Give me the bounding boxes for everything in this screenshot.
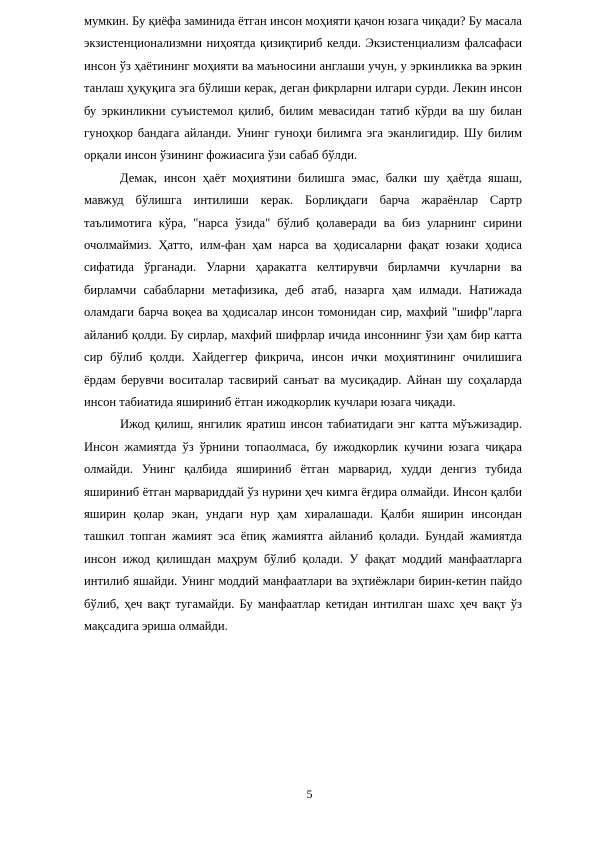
- page-number: 5: [306, 787, 313, 801]
- document-page: [84, 10, 522, 637]
- paragraph-1: мумкин. Бу қиёфа заминида ётган инсон моҳияти қачон юзага чиқади? Бу масала экзистенционализмни ниҳоятда қизиқтириб келди. Экзистенциализм фалсафаси инсон ўз ҳаётининг моҳияти ва маъносини англаши учун, у эркинликка ва эркин танлаш ҳуқуқига эга бўлиши керак, деган фикрларни илгари сурди. Лекин инсон бу эркинликни суъистемол қилиб, билим мевасидан татиб кўрди ва шу билан гуноҳкор бандага айланди. Унинг гуноҳи билимга эга эканлигидир. Шу билим орқали инсон ўзининг фожиасига ўзи сабаб бўлди.: [84, 14, 522, 163]
- paragraph-2: Демак, инсон ҳаёт моҳиятини билишга эмас, балки шу ҳаётда яшаш, мавжуд бўлишга интилиши керак. Борлиқдаги барча жараёнлар Сартр таълимотига кўра, "нарса ўзида" бўлиб қолаверади ва биз уларнинг сирини очолмаймиз. Ҳатто, илм-фан ҳам нарса ва ҳодисаларни фақат юзаки ҳодиса сифатида ўрганади. Уларни ҳаракатга келтирувчи бирламчи кучларни ва бирламчи сабабларни метафизика, деб атаб, назарга ҳам илмади. Натижада оламдаги барча воқеа ва ҳодисалар инсон томонидан сир, махфий "шифр"ларга айланиб қолди. Бу сирлар, махфий шифрлар ичида инсоннинг ўзи ҳам бир катта сир бўлиб қолди. Хайдеггер фикрича, инсон ички моҳиятининг очилишига ёрдам берувчи воситалар тасвирий санъат ва мусиқадир. Айнан шу соҳаларда инсон табиатида яшириниб ётган ижодкорлик кучлари юзага чиқади.: [84, 170, 522, 409]
- paragraph-3: Ижод қилиш, янгилик яратиш инсон табиатидаги энг катта мўъжизадир. Инсон жамиятда ўз ўрнини топаолмаса, бу ижодкорлик кучини юзага чиқара олмайди. Унинг қалбида яшириниб ётган марварид, худди денгиз тубида яшириниб ётган марвариддай ўз нурини ҳеч кимга ёғдира олмайди. Инсон қалби яширин қолар экан, ундаги нур ҳам хиралашади. Қалби яширин инсондан ташкил топган жамият эса ёпиқ жамиятга айланиб қолади. Бундай жамиятда инсон ижод қилишдан маҳрум бўлиб қолади. У фақат моддий манфаатларга интилиб яшайди. Унинг моддий манфаатлари ва эҳтиёжлари бирин-кетин пайдо бўлиб, ҳеч вақт тугамайди. Бу манфаатлар кетидан интилган шахс ҳеч вақт ўз мақсадига эриша олмайди.: [84, 417, 522, 633]
